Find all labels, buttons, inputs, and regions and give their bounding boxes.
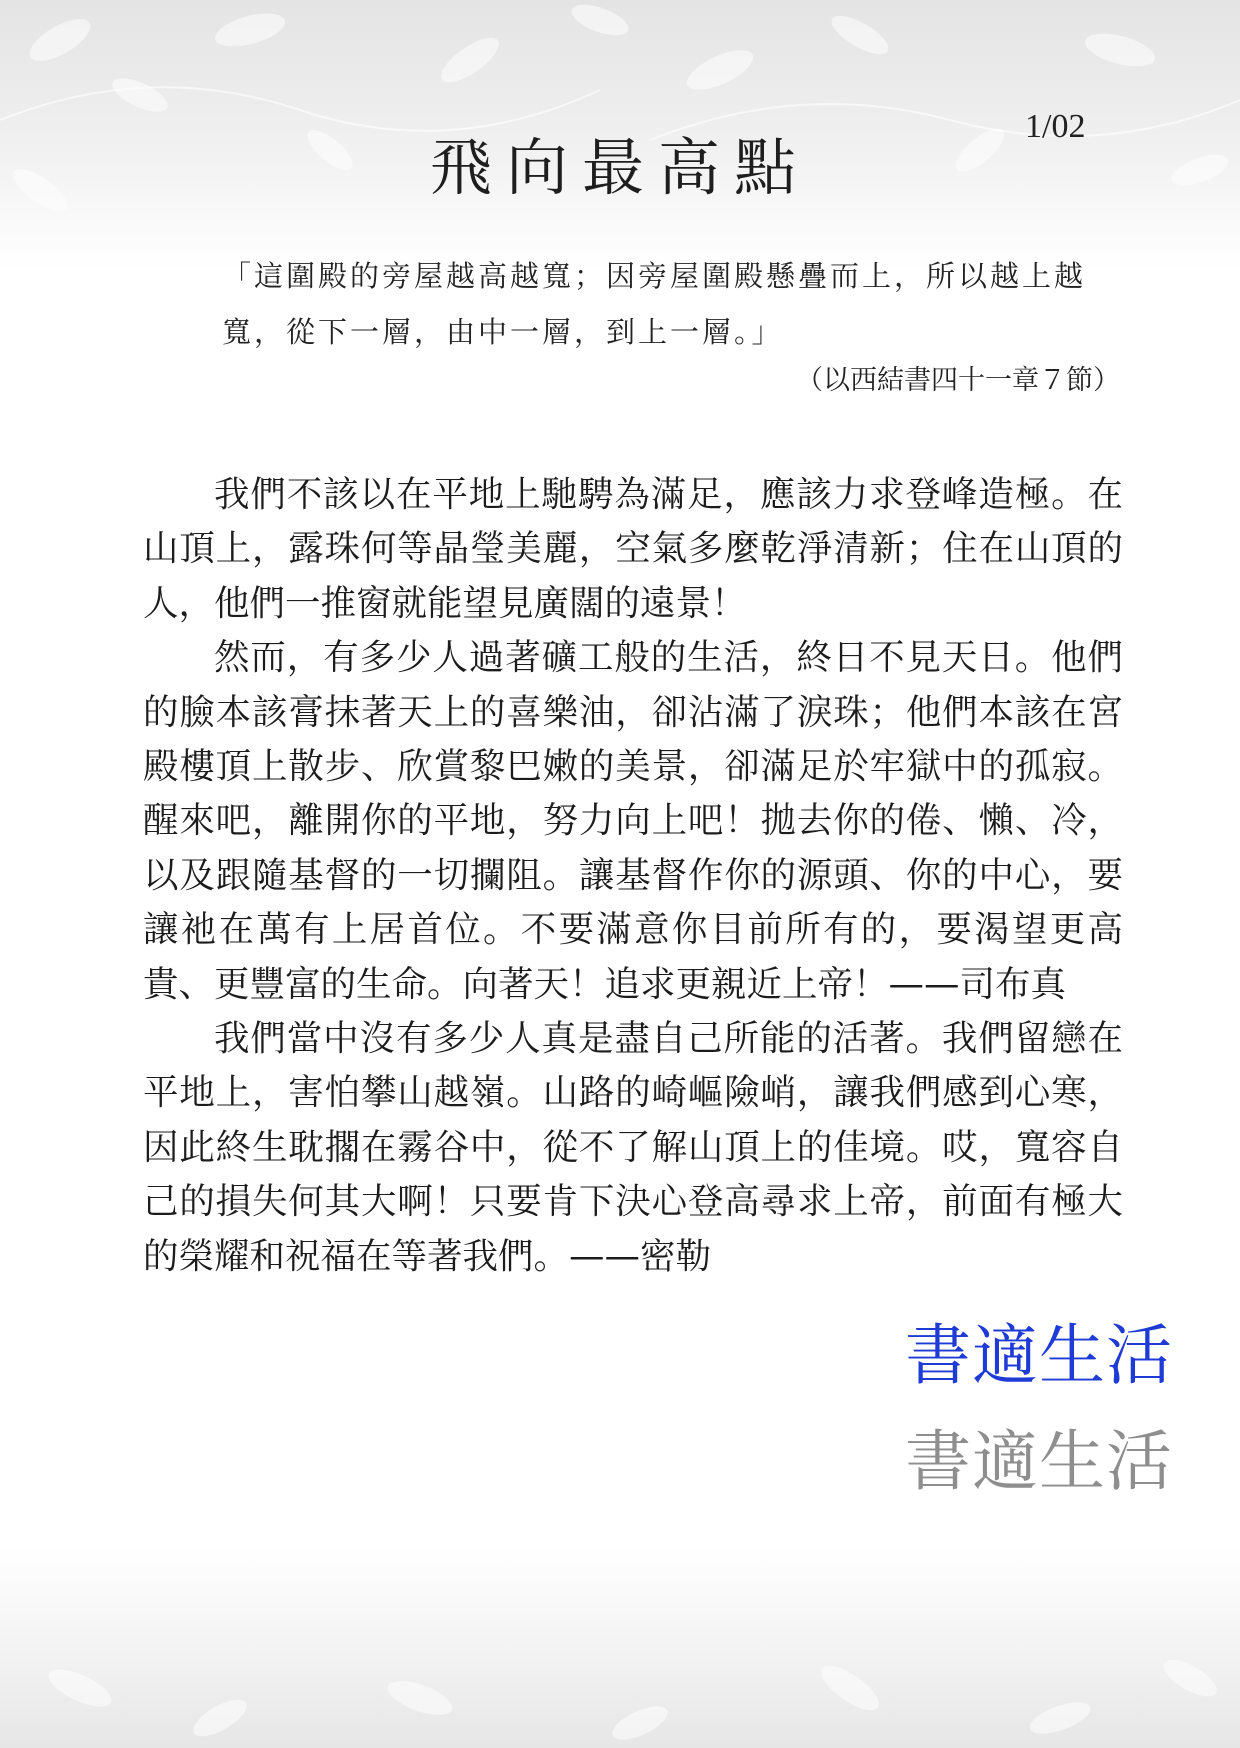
brand-watermark-gray: 書適生活	[905, 1423, 1173, 1500]
paragraph-1: 我們不該以在平地上馳騁為滿足，應該力求登峰造極。在山頂上，露珠何等晶瑩美麗，空氣多麼乾淨清新；住在山頂的人，他們一推窗就能望見廣闊的遠景！	[143, 474, 1123, 624]
scripture-quote	[222, 248, 1122, 360]
paragraph-3: 我們當中沒有多少人真是盡自己所能的活著。我們留戀在平地上，害怕攀山越嶺。山路的崎嶇險峭，讓我們感到心寒，因此終生耽擱在霧谷中，從不了解山頂上的佳境。哎，寬容自己的損失何其大啊！只要肯下決心登高尋求上帝，前面有極大的榮耀和祝福在等著我們。——密勒	[143, 1018, 1123, 1277]
scripture-line-2: 寬，從下一層，由中一層，到上一層。」	[222, 315, 784, 349]
paragraph-2: 然而，有多少人過著礦工般的生活，終日不見天日。他們的臉本該膏抹著天上的喜樂油，卻沾滿了淚珠；他們本該在宮殿樓頂上散步、欣賞黎巴嫩的美景，卻滿足於牢獄中的孤寂。醒來吧，離開你的平地，努力向上吧！拋去你的倦、懶、冷，以及跟隨基督的一切攔阻。讓基督作你的源頭、你的中心，要讓祂在萬有上居首位。不要滿意你目前所有的，要渴望更高貴、更豐富的生命。向著天！追求更親近上帝！——司布真	[143, 637, 1123, 1005]
scripture-line-1: 「這圍殿的旁屋越高越寬；因旁屋圍殿懸疊而上，所以越上越	[222, 259, 1087, 293]
page-title: 飛向最高點	[429, 131, 810, 204]
page-number: 1/02	[1025, 108, 1086, 145]
scripture-reference: （以西結書四十一章７節）	[796, 365, 1120, 396]
devotional-body	[143, 468, 1123, 1284]
leaf-pattern-bottom	[0, 1548, 1240, 1748]
brand-watermark-blue: 書適生活	[905, 1317, 1173, 1394]
